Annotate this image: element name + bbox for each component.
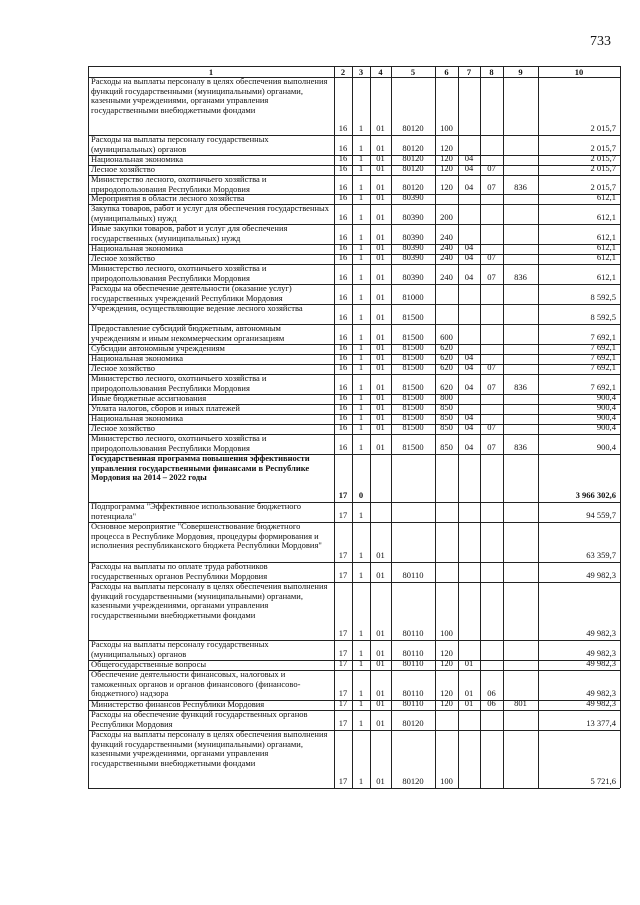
row-code: 01	[376, 402, 385, 413]
row-code: 120	[440, 698, 453, 709]
row-code: 81500	[402, 392, 424, 403]
table-row	[88, 670, 620, 701]
row-amount: 7 692,1	[590, 342, 616, 353]
row-code: 01	[376, 123, 385, 134]
row-amount: 49 982,3	[586, 648, 616, 659]
row-amount: 49 982,3	[586, 688, 616, 699]
row-code: 850	[440, 412, 453, 423]
row-code: 01	[464, 698, 474, 709]
row-name: Основное мероприятие "Совершенствование бюджетного процесса в Республике Мордовия, процедуры формирования и исполнения республиканского бюджета Республики Мордовия"	[91, 521, 322, 551]
row-code: 04	[464, 182, 474, 193]
row-code: 17	[338, 490, 348, 501]
row-code: 01	[376, 312, 385, 323]
row-code: 1	[358, 698, 364, 709]
row-name: Лесное хозяйство	[91, 253, 155, 263]
row-amount: 49 982,3	[586, 698, 616, 709]
row-code: 01	[376, 212, 385, 223]
header-cell: 3	[358, 67, 364, 77]
row-code: 17	[338, 648, 348, 659]
row-name: Министерство лесного, охотничьего хозяйства и природопользования Республики Мордовия	[91, 174, 267, 194]
row-code: 80120	[402, 143, 424, 154]
row-code: 16	[338, 392, 348, 403]
row-name: Государственная программа повышения эффективности управления государственными финансами в Республике Мордовия на 2014 – 2022 годы	[91, 453, 310, 483]
row-code: 07	[487, 252, 496, 263]
row-code: 120	[440, 163, 453, 174]
row-code: 06	[487, 688, 496, 699]
row-name: Подпрограмма "Эффективное использование бюджетного потенциала"	[91, 501, 302, 521]
row-amount: 8 592,5	[590, 292, 616, 303]
header-cell: 9	[518, 67, 523, 77]
row-code: 100	[440, 776, 453, 787]
row-code: 16	[338, 312, 348, 323]
row-code: 1	[358, 123, 364, 134]
row-amount: 63 359,7	[586, 550, 616, 561]
table-row	[88, 304, 620, 325]
table-row	[88, 562, 620, 583]
row-code: 17	[338, 776, 348, 787]
row-code: 81500	[402, 312, 424, 323]
row-code: 80110	[402, 648, 424, 659]
row-code: 01	[464, 688, 474, 699]
table-row	[88, 204, 620, 225]
row-code: 16	[338, 412, 348, 423]
row-amount: 612,1	[596, 212, 616, 223]
row-code: 01	[376, 776, 385, 787]
row-code: 16	[338, 362, 348, 373]
row-code: 240	[440, 252, 453, 263]
row-code: 80110	[402, 688, 424, 699]
header-cell: 8	[489, 67, 494, 77]
row-code: 04	[464, 362, 474, 373]
row-code: 81500	[402, 362, 424, 373]
row-code: 80390	[402, 192, 424, 203]
table-row	[88, 224, 620, 245]
row-code: 620	[440, 382, 453, 393]
row-code: 81500	[402, 342, 424, 353]
row-code: 06	[487, 698, 496, 709]
column-divider	[88, 66, 89, 788]
row-name: Расходы на выплаты по оплате труда работников государственных органов Республики Мордовия	[91, 561, 268, 581]
row-amount: 900,4	[596, 402, 616, 413]
row-code: 1	[358, 153, 364, 164]
row-amount: 612,1	[596, 242, 616, 253]
header-cell: 5	[410, 67, 416, 77]
row-code: 04	[464, 163, 474, 174]
table-row	[88, 264, 620, 285]
row-code: 0	[358, 490, 364, 501]
row-code: 80390	[402, 242, 424, 253]
row-code: 620	[440, 362, 453, 373]
row-code: 01	[376, 252, 385, 263]
row-code: 850	[440, 442, 453, 453]
row-amount: 5 721,6	[590, 776, 616, 787]
row-code: 81500	[402, 442, 424, 453]
row-code: 620	[440, 342, 453, 353]
row-code: 850	[440, 422, 453, 433]
table-row	[88, 374, 620, 395]
row-code: 80120	[402, 163, 424, 174]
row-code: 16	[338, 422, 348, 433]
row-code: 01	[376, 143, 385, 154]
row-code: 07	[487, 272, 496, 283]
row-code: 81500	[402, 402, 424, 413]
row-code: 1	[358, 382, 364, 393]
header-cell: 10	[574, 67, 584, 77]
row-code: 16	[338, 272, 348, 283]
table-row	[88, 582, 620, 641]
row-amount: 612,1	[596, 252, 616, 263]
row-code: 1	[358, 718, 364, 729]
row-name: Расходы на обеспечение деятельности (оказание услуг) государственных учреждений Республики Мордовия	[91, 283, 292, 303]
row-name: Иные закупки товаров, работ и услуг для обеспечения государственных (муниципальных) нужд	[91, 223, 288, 243]
row-name: Расходы на выплаты персоналу в целях обеспечения выполнения функций государственными (муниципальными) органами, казенными учреждениями, органами управления государственными внебюджетными фондами	[91, 729, 328, 768]
row-name: Лесное хозяйство	[91, 363, 155, 373]
table-row	[88, 175, 620, 195]
row-code: 01	[376, 352, 385, 363]
row-code: 01	[376, 153, 385, 164]
row-code: 01	[376, 442, 385, 453]
row-code: 120	[440, 648, 453, 659]
row-code: 600	[440, 332, 453, 343]
row-code: 1	[358, 570, 364, 581]
row-amount: 612,1	[596, 272, 616, 283]
row-code: 16	[338, 153, 348, 164]
row-code: 16	[338, 212, 348, 223]
row-code: 17	[338, 658, 348, 669]
row-code: 07	[487, 382, 496, 393]
row-name: Лесное хозяйство	[91, 164, 155, 174]
row-code: 120	[440, 658, 453, 669]
row-amount: 612,1	[596, 232, 616, 243]
row-code: 80390	[402, 272, 424, 283]
row-amount: 49 982,3	[586, 570, 616, 581]
table-row	[88, 434, 620, 455]
row-code: 240	[440, 242, 453, 253]
row-amount: 49 982,3	[586, 658, 616, 669]
row-code: 80390	[402, 252, 424, 263]
row-name: Национальная экономика	[91, 353, 184, 363]
row-amount: 3 966 302,6	[575, 490, 616, 501]
row-code: 1	[358, 342, 364, 353]
row-code: 1	[358, 550, 364, 561]
row-code: 01	[376, 182, 385, 193]
table-row	[88, 135, 620, 156]
row-code: 01	[376, 342, 385, 353]
row-code: 01	[376, 648, 385, 659]
row-code: 80120	[402, 182, 424, 193]
column-divider	[538, 66, 539, 788]
row-code: 07	[487, 163, 496, 174]
row-code: 01	[376, 658, 385, 669]
row-code: 620	[440, 352, 453, 363]
row-code: 04	[464, 442, 474, 453]
row-code: 01	[376, 362, 385, 373]
row-code: 16	[338, 352, 348, 363]
column-divider	[503, 66, 504, 788]
row-amount: 2 015,7	[590, 143, 616, 154]
row-name: Общегосударственные вопросы	[91, 659, 207, 669]
column-divider	[435, 66, 436, 788]
row-code: 801	[514, 698, 527, 709]
row-code: 1	[358, 628, 364, 639]
row-code: 01	[376, 332, 385, 343]
row-code: 1	[358, 182, 364, 193]
row-code: 01	[376, 688, 385, 699]
header-cell: 2	[340, 67, 346, 77]
row-code: 80120	[402, 153, 424, 164]
row-name: Министерство лесного, охотничьего хозяйства и природопользования Республики Мордовия	[91, 433, 267, 453]
row-code: 1	[358, 212, 364, 223]
row-amount: 8 592,5	[590, 312, 616, 323]
page-number: 733	[590, 34, 611, 49]
row-name: Расходы на выплаты персоналу в целях обеспечения выполнения функций государственными (муниципальными) органами, казенными учреждениями, органами управления государственными внебюджетными фондами	[91, 76, 328, 115]
row-code: 01	[376, 412, 385, 423]
row-code: 81500	[402, 332, 424, 343]
column-divider	[352, 66, 353, 788]
row-name: Закупка товаров, работ и услуг для обеспечения государственных (муниципальных) нужд	[91, 203, 330, 223]
column-divider	[334, 66, 335, 788]
row-code: 01	[376, 628, 385, 639]
row-amount: 2 015,7	[590, 123, 616, 134]
row-code: 17	[338, 698, 348, 709]
row-amount: 7 692,1	[590, 382, 616, 393]
header-cell: 1	[208, 67, 214, 77]
row-code: 04	[464, 252, 474, 263]
row-code: 17	[338, 628, 348, 639]
row-code: 04	[464, 153, 474, 164]
row-code: 836	[514, 182, 527, 193]
row-code: 80390	[402, 232, 424, 243]
row-code: 07	[487, 182, 496, 193]
row-code: 1	[358, 242, 364, 253]
row-amount: 900,4	[596, 422, 616, 433]
row-name: Обеспечение деятельности финансовых, налоговых и таможенных органов и органов финансового (финансово-бюджетного) надзора	[91, 669, 301, 699]
row-amount: 2 015,7	[590, 163, 616, 174]
row-code: 120	[440, 153, 453, 164]
row-code: 16	[338, 192, 348, 203]
row-amount: 7 692,1	[590, 352, 616, 363]
row-code: 1	[358, 352, 364, 363]
row-code: 1	[358, 422, 364, 433]
row-code: 836	[514, 272, 527, 283]
row-code: 1	[358, 510, 364, 521]
row-name: Учреждения, осуществляющие ведение лесного хозяйства	[91, 303, 303, 313]
row-code: 16	[338, 182, 348, 193]
row-code: 81500	[402, 422, 424, 433]
row-amount: 2 015,7	[590, 153, 616, 164]
row-amount: 7 692,1	[590, 362, 616, 373]
row-code: 01	[376, 382, 385, 393]
budget-table	[88, 66, 620, 788]
row-code: 16	[338, 332, 348, 343]
row-code: 01	[376, 570, 385, 581]
row-name: Расходы на обеспечение функций государственных органов Республики Мордовия	[91, 709, 308, 729]
row-code: 120	[440, 688, 453, 699]
table-row	[88, 284, 620, 305]
row-code: 1	[358, 232, 364, 243]
row-code: 81500	[402, 352, 424, 363]
row-code: 1	[358, 252, 364, 263]
row-code: 01	[376, 718, 385, 729]
row-code: 01	[376, 163, 385, 174]
row-code: 1	[358, 648, 364, 659]
row-code: 80110	[402, 628, 424, 639]
column-divider	[370, 66, 371, 788]
row-code: 836	[514, 382, 527, 393]
row-code: 16	[338, 292, 348, 303]
row-code: 17	[338, 510, 348, 521]
row-code: 01	[376, 272, 385, 283]
row-name: Национальная экономика	[91, 413, 184, 423]
row-name: Иные бюджетные ассигнования	[91, 393, 207, 403]
row-code: 1	[358, 143, 364, 154]
row-name: Министерство лесного, охотничьего хозяйства и природопользования Республики Мордовия	[91, 263, 267, 283]
row-code: 01	[376, 422, 385, 433]
row-code: 17	[338, 570, 348, 581]
row-code: 80110	[402, 698, 424, 709]
row-amount: 7 692,1	[590, 332, 616, 343]
row-name: Мероприятия в области лесного хозяйства	[91, 193, 245, 203]
row-code: 1	[358, 192, 364, 203]
header-cell: 4	[378, 67, 383, 77]
row-name: Расходы на выплаты персоналу государственных (муниципальных) органов	[91, 639, 269, 659]
row-name: Расходы на выплаты персоналу государственных (муниципальных) органов	[91, 134, 269, 154]
row-code: 07	[487, 442, 496, 453]
row-code: 07	[487, 422, 496, 433]
row-code: 80110	[402, 570, 424, 581]
row-amount: 13 377,4	[586, 718, 616, 729]
row-code: 01	[464, 658, 474, 669]
row-code: 16	[338, 402, 348, 413]
row-code: 1	[358, 362, 364, 373]
row-code: 04	[464, 242, 474, 253]
row-code: 16	[338, 242, 348, 253]
row-code: 16	[338, 382, 348, 393]
row-code: 04	[464, 422, 474, 433]
row-code: 16	[338, 163, 348, 174]
row-name: Национальная экономика	[91, 154, 184, 164]
row-name: Расходы на выплаты персоналу в целях обеспечения выполнения функций государственными (муниципальными) органами, казенными учреждениями, органами управления государственными внебюджетными фондами	[91, 581, 328, 620]
row-code: 1	[358, 412, 364, 423]
row-code: 1	[358, 402, 364, 413]
row-name: Национальная экономика	[91, 243, 184, 253]
row-amount: 900,4	[596, 392, 616, 403]
row-code: 1	[358, 776, 364, 787]
row-code: 200	[440, 212, 453, 223]
row-code: 120	[440, 182, 453, 193]
row-code: 01	[376, 242, 385, 253]
row-code: 16	[338, 123, 348, 134]
row-code: 100	[440, 628, 453, 639]
row-code: 1	[358, 312, 364, 323]
table-row	[88, 502, 620, 523]
row-amount: 612,1	[596, 192, 616, 203]
row-code: 1	[358, 163, 364, 174]
row-code: 17	[338, 688, 348, 699]
row-code: 17	[338, 718, 348, 729]
table-row	[88, 454, 620, 503]
row-code: 07	[487, 362, 496, 373]
row-amount: 49 982,3	[586, 628, 616, 639]
table-row	[88, 324, 620, 345]
row-name: Министерство лесного, охотничьего хозяйства и природопользования Республики Мордовия	[91, 373, 267, 393]
table-row	[88, 640, 620, 661]
row-name: Уплата налогов, сборов и иных платежей	[91, 403, 240, 413]
row-code: 16	[338, 252, 348, 263]
row-code: 240	[440, 232, 453, 243]
row-code: 01	[376, 550, 385, 561]
row-code: 1	[358, 442, 364, 453]
row-code: 1	[358, 392, 364, 403]
header-cell: 7	[466, 67, 472, 77]
column-divider	[620, 66, 621, 788]
row-code: 16	[338, 232, 348, 243]
row-code: 81500	[402, 382, 424, 393]
row-code: 17	[338, 550, 348, 561]
row-code: 80110	[402, 658, 424, 669]
row-name: Субсидии автономным учреждениям	[91, 343, 225, 353]
row-amount: 900,4	[596, 442, 616, 453]
row-amount: 2 015,7	[590, 182, 616, 193]
row-code: 1	[358, 272, 364, 283]
row-name: Лесное хозяйство	[91, 423, 155, 433]
row-code: 01	[376, 232, 385, 243]
row-code: 01	[376, 392, 385, 403]
row-code: 850	[440, 402, 453, 413]
row-name: Предоставление субсидий бюджетным, автономным учреждениям и иным некоммерческим организациям	[91, 323, 285, 343]
row-code: 01	[376, 292, 385, 303]
column-divider	[391, 66, 392, 788]
row-code: 800	[440, 392, 453, 403]
row-code: 04	[464, 272, 474, 283]
row-code: 1	[358, 688, 364, 699]
table-row	[88, 730, 620, 789]
row-code: 01	[376, 192, 385, 203]
row-code: 16	[338, 143, 348, 154]
row-amount: 900,4	[596, 412, 616, 423]
row-code: 80120	[402, 123, 424, 134]
row-code: 1	[358, 292, 364, 303]
row-code: 04	[464, 352, 474, 363]
header-cell: 6	[444, 67, 449, 77]
row-code: 81500	[402, 412, 424, 423]
row-amount: 94 559,7	[586, 510, 616, 521]
row-code: 16	[338, 342, 348, 353]
row-code: 1	[358, 658, 364, 669]
table-row	[88, 710, 620, 731]
row-code: 100	[440, 123, 453, 134]
row-code: 81000	[402, 292, 424, 303]
row-code: 120	[440, 143, 453, 154]
row-code: 04	[464, 382, 474, 393]
table-row	[88, 77, 620, 136]
table-row	[88, 522, 620, 563]
row-code: 01	[376, 698, 385, 709]
row-code: 1	[358, 332, 364, 343]
row-code: 80120	[402, 718, 424, 729]
row-code: 836	[514, 442, 527, 453]
column-divider	[458, 66, 459, 788]
row-code: 240	[440, 272, 453, 283]
row-code: 16	[338, 442, 348, 453]
row-code: 80390	[402, 212, 424, 223]
row-name: Министерство финансов Республики Мордовия	[91, 699, 265, 709]
column-divider	[480, 66, 481, 788]
row-code: 04	[464, 412, 474, 423]
row-code: 80120	[402, 776, 424, 787]
